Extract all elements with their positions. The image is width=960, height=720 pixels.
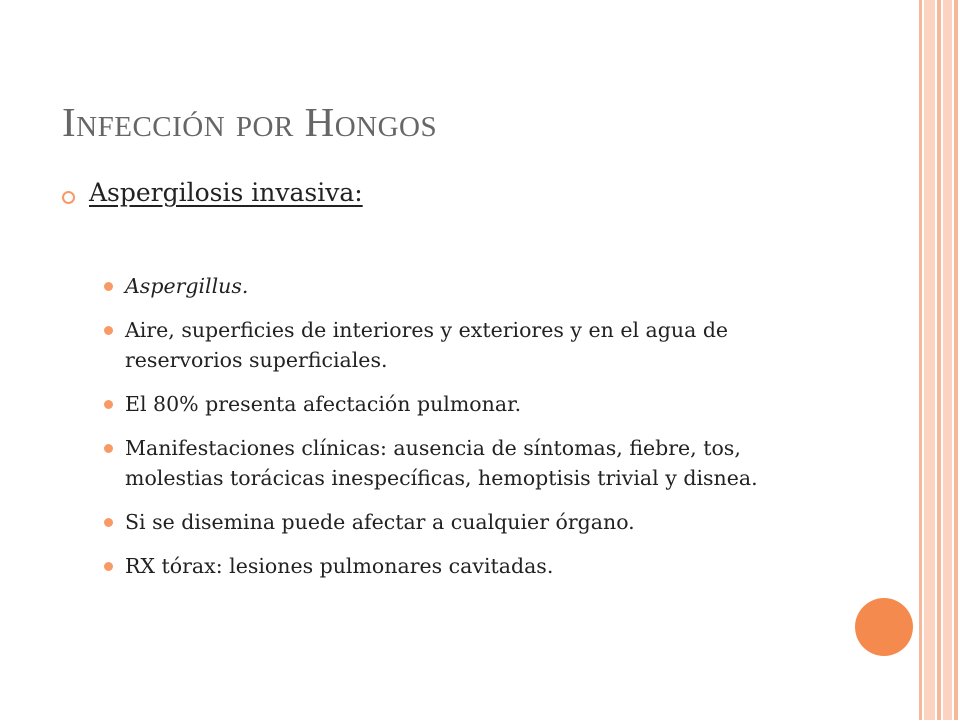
bullet-text: Manifestaciones clínicas: ausencia de síntomas, fiebre, tos, molestias torácicas inespecíficas, hemoptisis trivial y disnea. bbox=[125, 436, 758, 490]
decorative-circle bbox=[855, 598, 913, 656]
heading-text: Aspergilosis invasiva: bbox=[89, 178, 363, 207]
bullet-dot-icon bbox=[104, 400, 113, 409]
bullet-dot-icon bbox=[104, 444, 113, 453]
bullet-item bbox=[104, 389, 824, 419]
bullet-item bbox=[104, 551, 824, 581]
bullet-text: Aire, superficies de interiores y exteriores y en el agua de reservorios superficiales. bbox=[125, 318, 729, 372]
bullet-item bbox=[104, 271, 824, 301]
heading-item bbox=[62, 178, 363, 207]
slide-title: Infección por Hongos bbox=[62, 99, 438, 145]
bullet-dot-icon bbox=[104, 562, 113, 571]
bullet-text: Si se disemina puede afectar a cualquier órgano. bbox=[125, 510, 635, 534]
ring-bullet-icon bbox=[62, 191, 75, 204]
decorative-stripes bbox=[915, 0, 960, 720]
bullet-text: El 80% presenta afectación pulmonar. bbox=[125, 392, 522, 416]
bullet-text: RX tórax: lesiones pulmonares cavitadas. bbox=[125, 554, 554, 578]
bullet-text: Aspergillus. bbox=[125, 274, 249, 298]
bullet-item bbox=[104, 433, 824, 493]
bullet-dot-icon bbox=[104, 518, 113, 527]
bullet-item bbox=[104, 507, 824, 537]
bullet-list bbox=[104, 271, 824, 595]
bullet-dot-icon bbox=[104, 326, 113, 335]
bullet-dot-icon bbox=[104, 282, 113, 291]
bullet-item bbox=[104, 315, 824, 375]
